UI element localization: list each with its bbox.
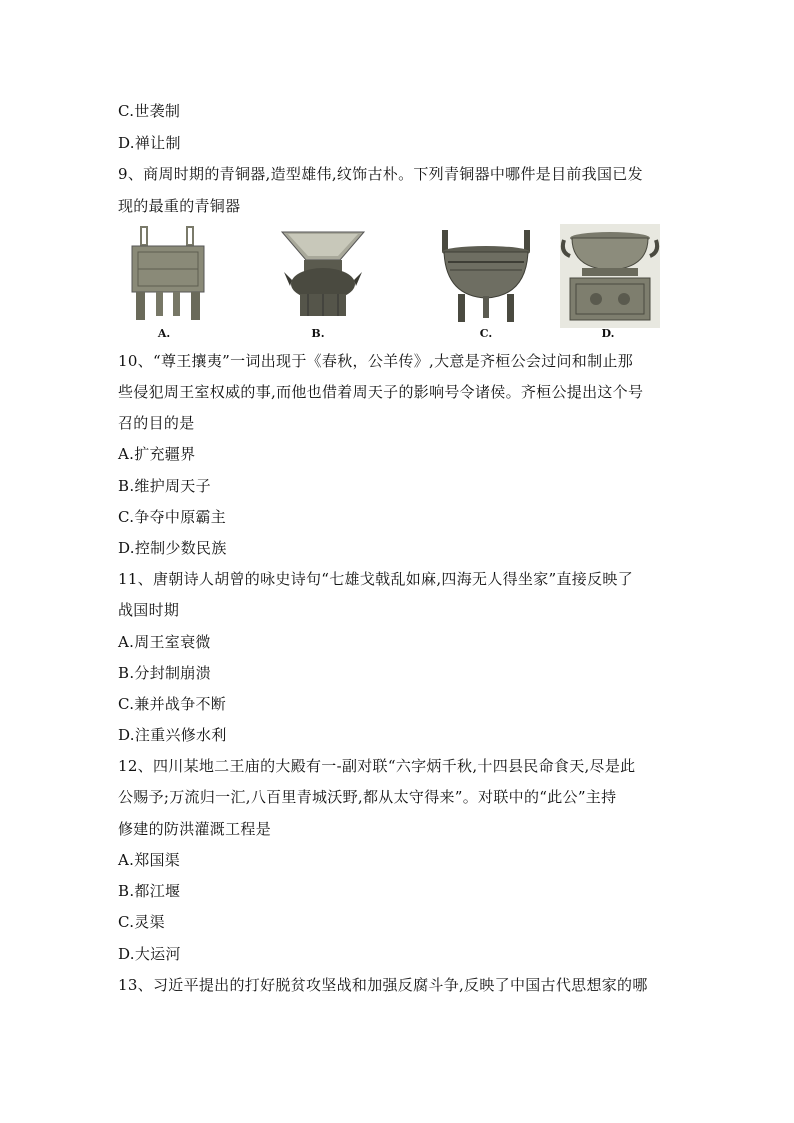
- figure-b-label: B.: [311, 327, 325, 340]
- figure-b: [278, 224, 368, 340]
- q11-stem-line2: 战国时期: [118, 601, 180, 619]
- q10-option-a: A.扩充疆界: [118, 445, 196, 463]
- zun-vessel-icon: [278, 224, 368, 328]
- q12-option-b: B.都江堰: [118, 882, 181, 900]
- q12-option-a: A.郑国渠: [118, 851, 181, 869]
- q12-stem-line1: 12、四川某地二王庙的大殿有一-副对联“六字炳千秋,十四县民命食天,尽是此: [118, 757, 636, 775]
- q10-stem-line2: 些侵犯周王室权威的事,而他也借着周天子的影响号令诸侯。齐桓公提出这个号: [118, 383, 644, 401]
- q12-option-d: D.大运河: [118, 945, 181, 963]
- q9-stem-line1: 9、商周时期的青铜器,造型雄伟,纹饰古朴。下列青铜器中哪件是目前我国已发: [118, 165, 643, 183]
- q10-stem-line3: 召的目的是: [118, 414, 195, 432]
- q11-option-a: A.周王室衰微: [118, 633, 211, 651]
- q12-option-c: C.灵渠: [118, 913, 165, 931]
- bronze-figure-row: [118, 224, 678, 340]
- square-ding-icon: [118, 224, 218, 328]
- q11-option-d: D.注重兴修水利: [118, 726, 227, 744]
- q10-stem-line1: 10、“尊王攘夷”一词出现于《春秋，公羊传》,大意是齐桓公会过问和制止那: [118, 352, 633, 370]
- q10-option-b: B.维护周天子: [118, 477, 211, 495]
- q11-option-c: C.兼并战争不断: [118, 695, 227, 713]
- q8-option-d: D.禅让制: [118, 134, 181, 152]
- q9-stem-line2: 现的最重的青铜器: [118, 197, 241, 215]
- figure-d-label: D.: [601, 327, 615, 340]
- q12-stem-line2: 公赐予;万流归一汇,八百里青城沃野,都从太守得来”。对联中的“此公”主持: [118, 788, 617, 806]
- figure-a: [118, 224, 218, 340]
- q10-option-d: D.控制少数民族: [118, 539, 227, 557]
- q10-option-c: C.争夺中原霸主: [118, 508, 227, 526]
- gui-vessel-icon: [558, 224, 660, 328]
- round-ding-icon: [436, 224, 536, 328]
- figure-c-label: C.: [479, 327, 493, 340]
- figure-c: [436, 224, 536, 340]
- q11-option-b: B.分封制崩溃: [118, 664, 211, 682]
- figure-d: [558, 224, 660, 340]
- q12-stem-line3: 修建的防洪灌溉工程是: [118, 820, 272, 838]
- figure-a-label: A.: [157, 327, 171, 340]
- q8-option-c: C.世袭制: [118, 102, 181, 120]
- q11-stem-line1: 11、唐朝诗人胡曾的咏史诗句“七雄戈戟乱如麻,四海无人得坐家”直接反映了: [118, 570, 633, 588]
- q13-stem-line1: 13、习近平提出的打好脱贫攻坚战和加强反腐斗争,反映了中国古代思想家的哪: [118, 976, 648, 994]
